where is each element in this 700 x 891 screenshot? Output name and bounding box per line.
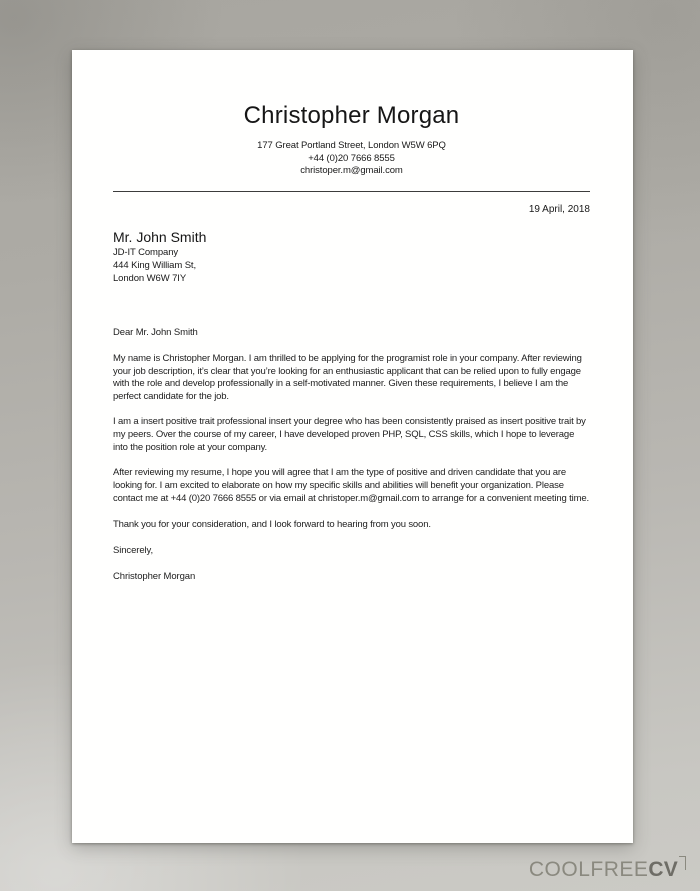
body-paragraph: Thank you for your consideration, and I look forward to hearing from you soon. (113, 518, 431, 530)
body-paragraph: I am a insert positive trait professional insert your degree who has been consistently praised as insert positive trait by my peers. Over the course of my career, I have developed proven PHP, SQL, CSS skills, which I hope to leverage into the position role at your company. (113, 415, 586, 453)
recipient-block (113, 229, 590, 285)
sender-address: 177 Great Portland Street, London W5W 6PQ (257, 140, 446, 151)
body-paragraph: After reviewing my resume, I hope you will agree that I am the type of positive and driven candidate that you are looking for. I am excited to elaborate on how my specific skills and abilities will benefit your organization. Please contact me at +44 (0)20 7666 8555 or via email at christoper.m@gmail.com to arrange for a convenient meeting time. (113, 467, 589, 504)
header-divider (113, 191, 590, 193)
logo-text-light: COOLFREE (528, 858, 649, 881)
corner-mark-icon (679, 856, 686, 870)
recipient-name: Mr. John Smith (113, 229, 207, 245)
recipient-city: London W6W 7IY (113, 273, 187, 284)
letter-date: 19 April, 2018 (528, 204, 590, 215)
letter-content (72, 102, 633, 584)
body-paragraph: My name is Christopher Morgan. I am thrilled to be applying for the programist role in your company. After reviewing your job description, it’s clear that you’re looking for an enthusiastic applicant that can be relied upon to fully engage with the role and develop professionally in a self-motivated manner. Given these requirements, I believe I am the perfect candidate for the job. (113, 352, 582, 403)
salutation: Dear Mr. John Smith (113, 327, 198, 338)
signature-name: Christopher Morgan (113, 571, 196, 583)
coolfreecv-logo (529, 856, 686, 881)
sender-name: Christopher Morgan (243, 102, 460, 129)
sender-email: christoper.m@gmail.com (300, 165, 403, 176)
sender-phone: +44 (0)20 7666 8555 (308, 152, 395, 164)
recipient-street: 444 King William St, (113, 260, 197, 271)
letter-document (72, 50, 633, 843)
recipient-company: JD-IT Company (113, 247, 179, 258)
closing: Sincerely, (113, 544, 154, 556)
sender-contact-block (113, 140, 590, 178)
logo-text-bold: CV (648, 858, 678, 881)
